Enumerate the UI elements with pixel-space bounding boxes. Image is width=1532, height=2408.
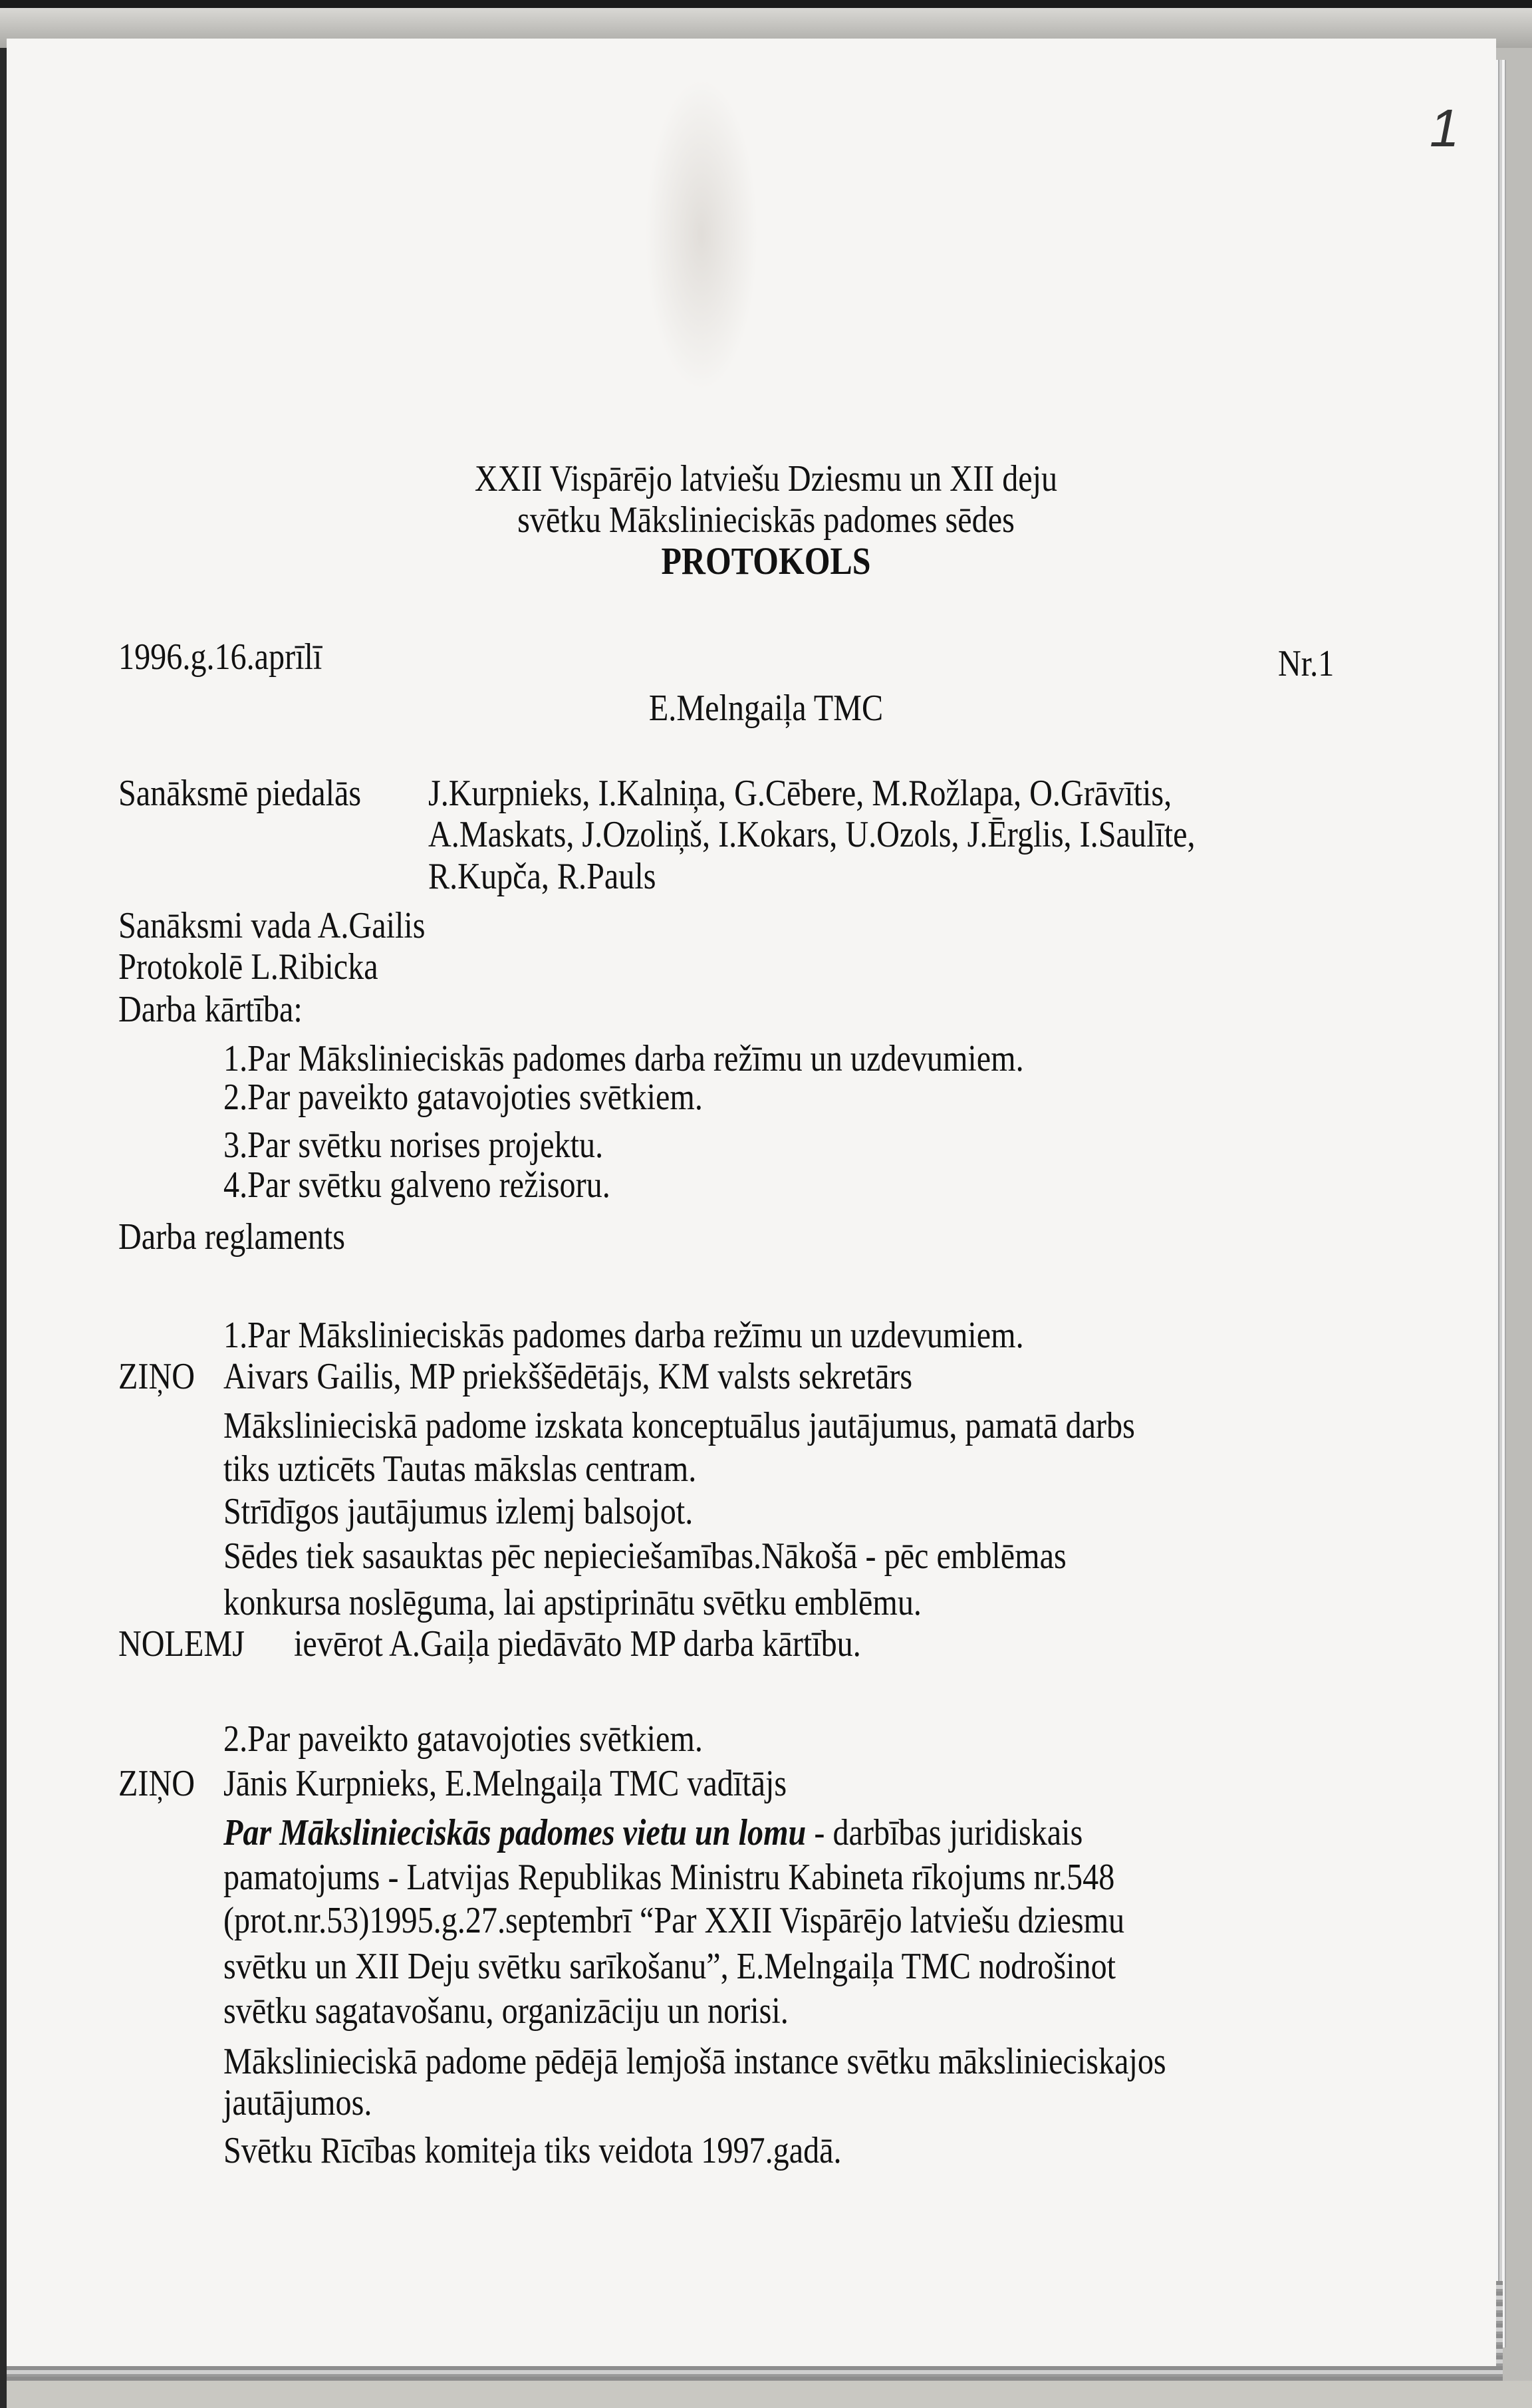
agenda-item: 3.Par svētku norises projektu. — [223, 1125, 604, 1166]
section-2-line: pamatojums - Latvijas Republikas Ministru Kabineta rīkojums nr.548 — [223, 1857, 1115, 1898]
section-2-lead-rest: - darbības juridiskais — [806, 1812, 1083, 1853]
agenda-item: 4.Par svētku galveno režisoru. — [223, 1164, 610, 1206]
section-2-lead-italic: Par Mākslinieciskās padomes vietu un lomu — [223, 1812, 807, 1853]
section-1-line: tiks uzticēts Tautas mākslas centram. — [223, 1448, 697, 1490]
section-2-heading: 2.Par paveikto gatavojoties svētkiem. — [223, 1718, 703, 1760]
section-2-reporter-label: ZIŅO — [118, 1763, 195, 1804]
scanner-left-edge — [0, 0, 7, 2408]
section-2-reporter: Jānis Kurpnieks, E.Melngaiļa TMC vadītājs — [223, 1763, 787, 1804]
section-1-reporter: Aivars Gailis, MP priekššēdētājs, KM valsts sekretārs — [223, 1356, 913, 1397]
section-2-line: Mākslinieciskā padome pēdējā lemjošā instance svētku mākslinieciskajos — [223, 2041, 1166, 2082]
attendance-line: A.Maskats, J.Ozoliņš, I.Kokars, U.Ozols, J.Ērglis, I.Saulīte, — [428, 814, 1196, 855]
meeting-place: E.Melngaiļa TMC — [648, 688, 884, 729]
protocol-number: Nr.1 — [1278, 643, 1335, 684]
decision-text: ievērot A.Gaiļa piedāvāto MP darba kārtību. — [294, 1623, 861, 1665]
section-1-line: Mākslinieciskā padome izskata konceptuālus jautājumus, pamatā darbs — [223, 1405, 1135, 1446]
section-1-line: Strīdīgos jautājumus izlemj balsojot. — [223, 1491, 694, 1532]
attendance-label: Sanāksmē piedalās — [118, 773, 362, 814]
title-line-2: svētku Mākslinieciskās padomes sēdes — [517, 499, 1015, 541]
scanner-bottom — [7, 2381, 1532, 2408]
section-2-line: (prot.nr.53)1995.g.27.septembrī “Par XXII Vispārējo latviešu dziesmu — [223, 1900, 1125, 1941]
agenda-item: 1.Par Mākslinieciskās padomes darba režīmu un uzdevumiem. — [223, 1038, 1024, 1079]
page-title: PROTOKOLS — [661, 539, 871, 583]
section-1-heading: 1.Par Mākslinieciskās padomes darba režīmu un uzdevumiem. — [223, 1315, 1024, 1356]
agenda-item: 2.Par paveikto gatavojoties svētkiem. — [223, 1077, 703, 1118]
regulations-heading: Darba reglaments — [118, 1216, 345, 1258]
section-2-line: svētku sagatavošanu, organizāciju un norisi. — [223, 1990, 789, 2032]
attendance-line: R.Kupča, R.Pauls — [428, 856, 656, 897]
paper-stain — [645, 78, 758, 391]
section-2-line: Svētku Rīcības komiteja tiks veidota 1997.gadā. — [223, 2130, 842, 2171]
meeting-secretary: Protokolē L.Ribicka — [118, 946, 378, 988]
section-1-reporter-label: ZIŅO — [118, 1356, 195, 1397]
section-2-line: svētku un XII Deju svētku sarīkošanu”, E.Melngaiļa TMC nodrošinot — [223, 1946, 1116, 1987]
section-1-line: konkursa noslēguma, lai apstiprinātu svētku emblēmu. — [223, 1582, 922, 1623]
attendance-line: J.Kurpnieks, I.Kalniņa, G.Cēbere, M.Rožlapa, O.Grāvītis, — [428, 773, 1172, 814]
agenda-heading: Darba kārtība: — [118, 989, 303, 1030]
section-2-line: jautājumos. — [223, 2082, 372, 2123]
meeting-chair: Sanāksmi vada A.Gailis — [118, 905, 426, 946]
meeting-date: 1996.g.16.aprīlī — [118, 636, 322, 678]
section-2-lead — [223, 1813, 1083, 1853]
title-line-1: XXII Vispārējo latviešu Dziesmu un XII deju — [474, 458, 1058, 499]
decision-label: NOLEMJ — [118, 1623, 245, 1665]
scanner-top-edge — [0, 0, 1532, 8]
section-1-line: Sēdes tiek sasauktas pēc nepieciešamības.Nākošā - pēc emblēmas — [223, 1536, 1067, 1577]
handwritten-page-number: 1 — [1430, 98, 1460, 158]
